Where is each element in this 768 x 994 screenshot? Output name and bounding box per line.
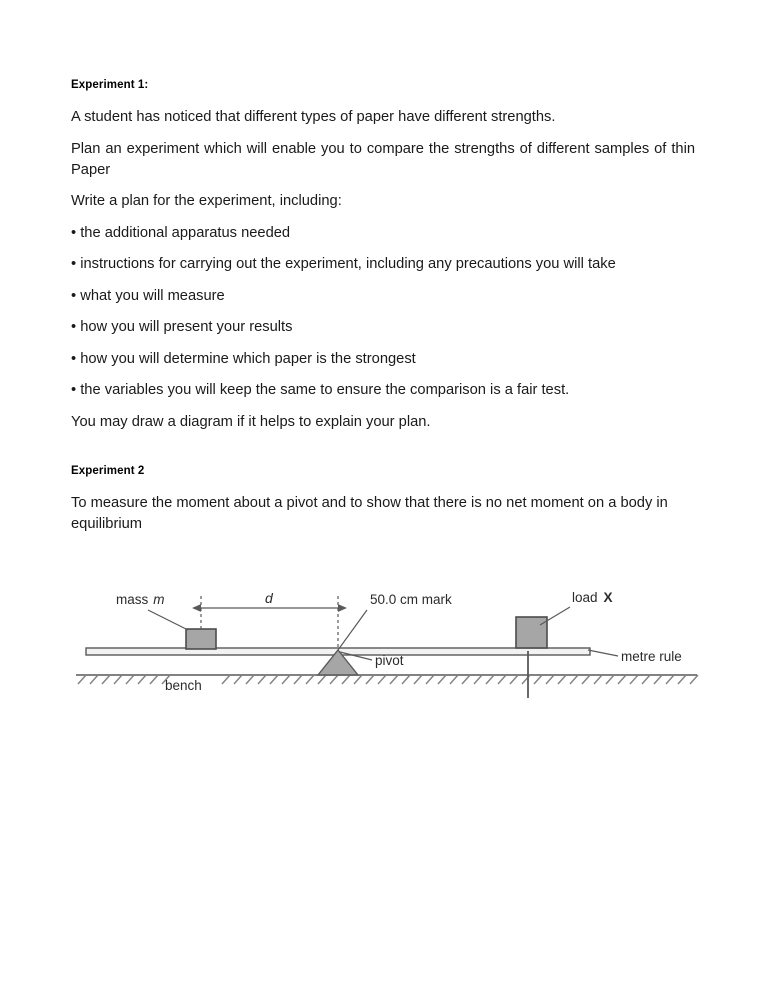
mass-leader-line [148, 610, 188, 630]
load-label-text: load [572, 590, 598, 605]
load-symbol: X [603, 590, 613, 605]
bullet-instructions: • instructions for carrying out the experiment, including any precautions you will take [71, 256, 616, 272]
bullet-fair-test: • the variables you will keep the same to ensure the comparison is a fair test. [71, 382, 570, 398]
experiment-2-intro: To measure the moment about a pivot and to show that there is no net moment on a body in equilibrium [71, 494, 668, 532]
mark-label: 50.0 cm mark [370, 592, 452, 607]
document-body [71, 78, 695, 545]
metre-rule-label: metre rule [621, 649, 682, 664]
experiment-1-task: Plan an experiment which will enable you to compare the strengths of different samples of thin Paper [71, 140, 695, 178]
mass-symbol: m [153, 592, 165, 607]
bullet-apparatus: • the additional apparatus needed [71, 224, 291, 241]
mark-leader-line [338, 610, 367, 650]
experiment-2-heading: Experiment 2 [71, 464, 145, 477]
bullet-measure: • what you will measure [71, 287, 225, 304]
load-x-block [516, 617, 547, 648]
pivot-label: pivot [375, 653, 404, 668]
experiment-1-intro: A student has noticed that different types of paper have different strengths. [71, 109, 556, 125]
experiment-1-heading: Experiment 1: [71, 79, 149, 91]
mass-label-text: mass [116, 592, 149, 607]
load-leader-line [540, 607, 570, 625]
load-label [572, 590, 613, 605]
distance-label: d [265, 590, 273, 606]
bullet-determine-strongest: • how you will determine which paper is the strongest [71, 350, 416, 367]
mass-block [186, 629, 216, 649]
mass-label [116, 592, 165, 607]
experiment-1-closing: You may draw a diagram if it helps to explain your plan. [71, 413, 431, 430]
moment-experiment-diagram [70, 580, 710, 705]
metre-rule-leader-line [588, 650, 618, 656]
experiment-1-instruction: Write a plan for the experiment, including: [71, 193, 342, 209]
bullet-present-results: • how you will present your results [71, 319, 293, 335]
bench-label: bench [165, 678, 202, 693]
